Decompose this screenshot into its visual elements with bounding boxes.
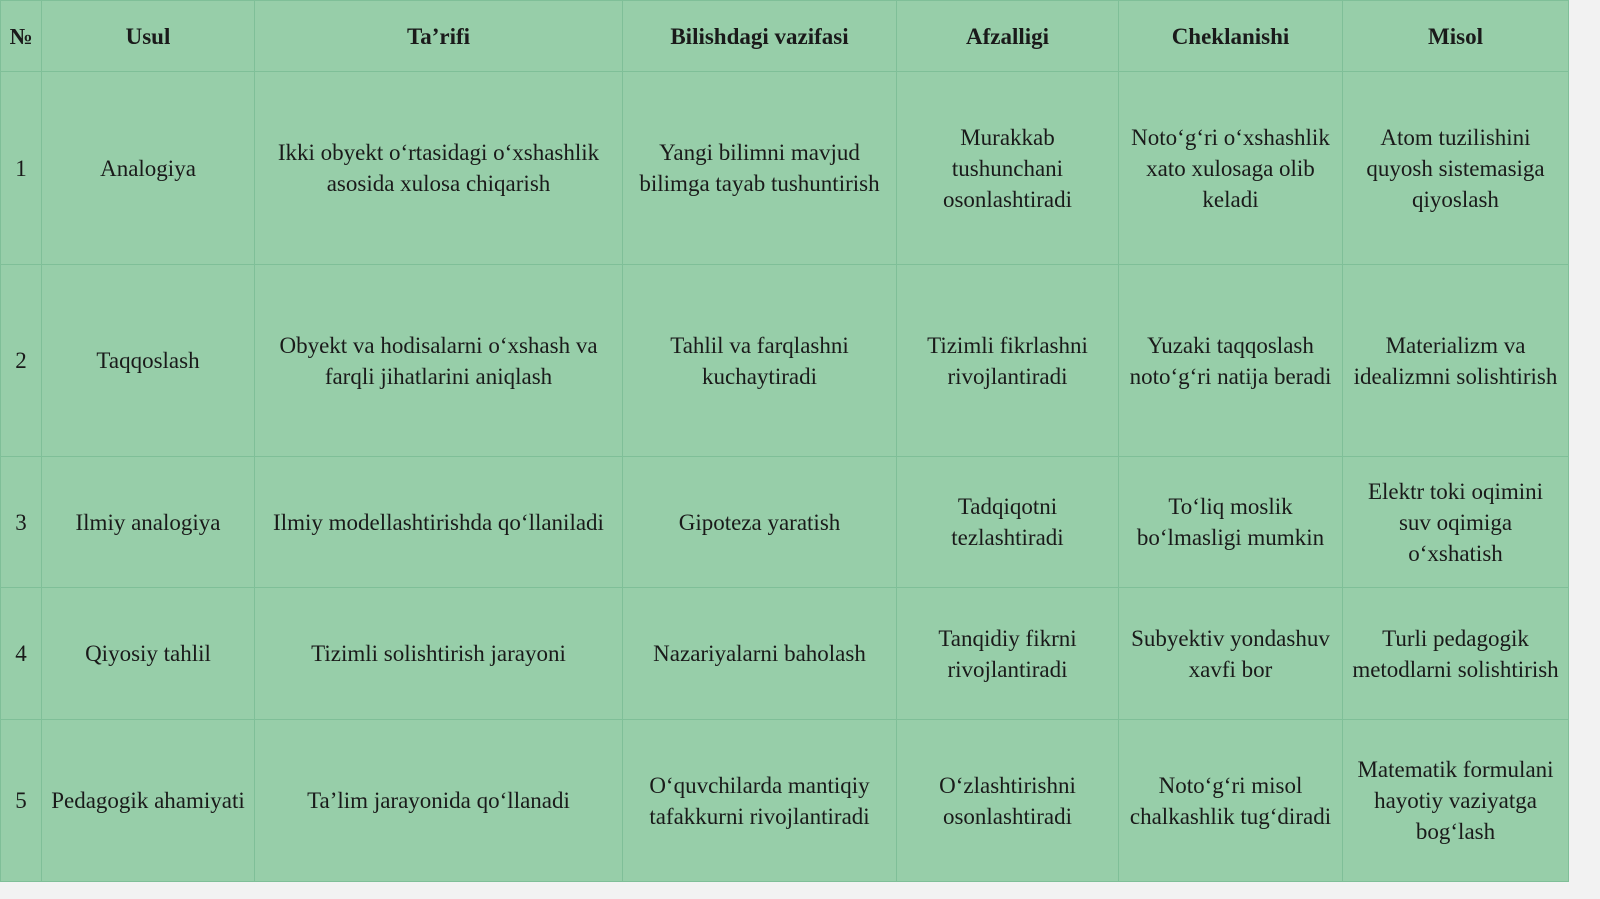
cell-method: Qiyosiy tahlil <box>42 588 255 720</box>
cell-limitation: To‘liq moslik bo‘lmasligi mumkin <box>1119 457 1343 588</box>
cell-number: 1 <box>1 72 42 265</box>
cell-definition: Ta’lim jarayonida qo‘llanadi <box>255 720 623 882</box>
cell-definition: Obyekt va hodisalarni o‘xshash va farqli jihatlarini aniqlash <box>255 265 623 457</box>
cell-definition: Ilmiy modellashtirishda qo‘llaniladi <box>255 457 623 588</box>
cell-cognitive-role: Yangi bilimni mavjud bilimga tayab tushuntirish <box>623 72 897 265</box>
cell-advantage: O‘zlashtirishni osonlashtiradi <box>897 720 1119 882</box>
cell-example: Atom tuzilishini quyosh sistemasiga qiyoslash <box>1343 72 1569 265</box>
column-header-definition: Ta’rifi <box>255 1 623 72</box>
cell-advantage: Tizimli fikrlashni rivojlantiradi <box>897 265 1119 457</box>
cell-method: Taqqoslash <box>42 265 255 457</box>
table-row <box>1 588 1569 720</box>
cell-number: 5 <box>1 720 42 882</box>
column-header-limitation: Cheklanishi <box>1119 1 1343 72</box>
cell-limitation: Yuzaki taqqoslash noto‘g‘ri natija beradi <box>1119 265 1343 457</box>
cell-cognitive-role: Nazariyalarni baholash <box>623 588 897 720</box>
cell-example: Elektr toki oqimini suv oqimiga o‘xshatish <box>1343 457 1569 588</box>
cell-example: Turli pedagogik metodlarni solishtirish <box>1343 588 1569 720</box>
cell-number: 3 <box>1 457 42 588</box>
cell-definition: Ikki obyekt o‘rtasidagi o‘xshashlik asosida xulosa chiqarish <box>255 72 623 265</box>
cell-limitation: Subyektiv yondashuv xavfi bor <box>1119 588 1343 720</box>
table-header-row <box>1 1 1569 72</box>
column-header-example: Misol <box>1343 1 1569 72</box>
cell-advantage: Tadqiqotni tezlashtiradi <box>897 457 1119 588</box>
column-header-method: Usul <box>42 1 255 72</box>
table-row <box>1 265 1569 457</box>
table-row <box>1 72 1569 265</box>
table-row <box>1 720 1569 882</box>
column-header-number: № <box>1 1 42 72</box>
cell-cognitive-role: O‘quvchilarda mantiqiy tafakkurni rivojlantiradi <box>623 720 897 882</box>
cell-method: Ilmiy analogiya <box>42 457 255 588</box>
cell-definition: Tizimli solishtirish jarayoni <box>255 588 623 720</box>
cell-example: Matematik formulani hayotiy vaziyatga bog‘lash <box>1343 720 1569 882</box>
cell-cognitive-role: Tahlil va farqlashni kuchaytiradi <box>623 265 897 457</box>
cell-limitation: Noto‘g‘ri misol chalkashlik tug‘diradi <box>1119 720 1343 882</box>
cell-advantage: Tanqidiy fikrni rivojlantiradi <box>897 588 1119 720</box>
cell-advantage: Murakkab tushunchani osonlashtiradi <box>897 72 1119 265</box>
column-header-cognitive-role: Bilishdagi vazifasi <box>623 1 897 72</box>
cell-limitation: Noto‘g‘ri o‘xshashlik xato xulosaga olib keladi <box>1119 72 1343 265</box>
table-row <box>1 457 1569 588</box>
cell-method: Pedagogik ahamiyati <box>42 720 255 882</box>
column-header-advantage: Afzalligi <box>897 1 1119 72</box>
cell-number: 2 <box>1 265 42 457</box>
cell-example: Materializm va idealizmni solishtirish <box>1343 265 1569 457</box>
cell-cognitive-role: Gipoteza yaratish <box>623 457 897 588</box>
cell-number: 4 <box>1 588 42 720</box>
cell-method: Analogiya <box>42 72 255 265</box>
